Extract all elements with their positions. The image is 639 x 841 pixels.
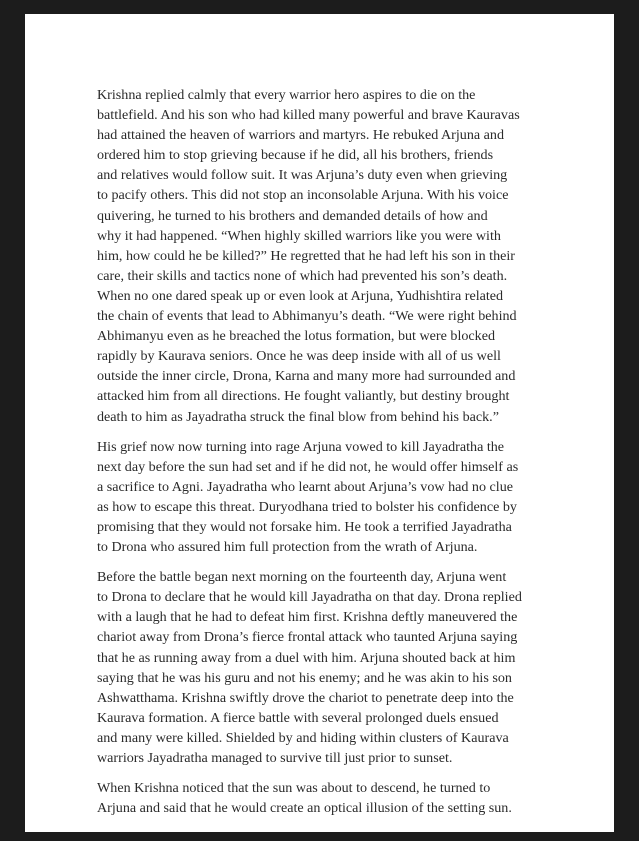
text-line: had attained the heaven of warriors and martyrs. He rebuked Arjuna and	[97, 127, 504, 144]
text-line: to Drona who assured him full protection from the wrath of Arjuna.	[97, 539, 478, 556]
text-line: as how to escape this threat. Duryodhana tried to bolster his confidence by	[97, 498, 517, 515]
text-line: saying that he was his guru and not his enemy; and he was akin to his son	[97, 669, 512, 686]
text-line: quivering, he turned to his brothers and demanded details of how and	[97, 207, 488, 224]
text-line: rapidly by Kaurava seniors. Once he was deep inside with all of us well	[97, 348, 501, 365]
text-line: to pacify others. This did not stop an inconsolable Arjuna. With his voice	[97, 187, 509, 204]
text-line: that he as running away from a duel with him. Arjuna shouted back at him	[97, 649, 516, 666]
text-line: Kaurava formation. A fierce battle with several prolonged duels ensued	[97, 709, 499, 726]
text-line: His grief now now turning into rage Arjuna vowed to kill Jayadratha the	[97, 438, 505, 455]
text-line: When Krishna noticed that the sun was about to descend, he turned to	[97, 780, 491, 797]
text-line: death to him as Jayadratha struck the final blow from behind his back.”	[97, 408, 499, 425]
paragraph-2	[97, 437, 549, 558]
text-line: battlefield. And his son who had killed many powerful and brave Kauravas	[97, 107, 520, 124]
text-line: and many were killed. Shielded by and hiding within clusters of Kaurava	[97, 729, 509, 746]
screen-bottom-bezel	[0, 832, 639, 841]
text-line: Arjuna and said that he would create an optical illusion of the setting sun.	[97, 800, 512, 817]
body-text	[97, 85, 549, 828]
text-line: a sacrifice to Agni. Jayadratha who learnt about Arjuna’s vow had no clue	[97, 478, 514, 495]
text-line: why it had happened. “When highly skilled warriors like you were with	[97, 227, 501, 244]
text-line: warriors Jayadratha managed to survive till just prior to sunset.	[97, 750, 453, 766]
text-line: attacked him from all directions. He fought valiantly, but destiny brought	[97, 388, 510, 405]
text-line: promising that they would not forsake him. He took a terrified Jayadratha	[97, 518, 512, 535]
text-line: the chain of events that lead to Abhimanyu’s death. “We were right behind	[97, 308, 517, 325]
text-line: next day before the sun had set and if he did not, he would offer himself as	[97, 458, 519, 475]
text-line: Before the battle began next morning on the fourteenth day, Arjuna went	[97, 569, 507, 586]
paragraph-1	[97, 85, 549, 427]
text-line: When no one dared speak up or even look at Arjuna, Yudhishtira related	[97, 287, 504, 304]
text-line: Krishna replied calmly that every warrior hero aspires to die on the	[97, 87, 476, 103]
text-line: with a laugh that he had to defeat him first. Krishna deftly maneuvered the	[97, 609, 518, 626]
text-line: chariot away from Drona’s fierce frontal attack who taunted Arjuna saying	[97, 629, 518, 646]
paragraph-3	[97, 567, 549, 768]
text-line: and relatives would follow suit. It was Arjuna’s duty even when grieving	[97, 167, 508, 184]
text-line: care, their skills and tactics none of which had prevented his son’s death.	[97, 267, 508, 284]
text-line: ordered him to stop grieving because if he did, all his brothers, friends	[97, 147, 494, 164]
paragraph-4	[97, 778, 549, 818]
text-line: to Drona to declare that he would kill Jayadratha on that day. Drona replied	[97, 589, 522, 606]
text-line: Abhimanyu even as he breached the lotus formation, but were blocked	[97, 328, 496, 345]
text-line: Ashwatthama. Krishna swiftly drove the chariot to penetrate deep into the	[97, 689, 514, 706]
text-line: him, how could he be killed?” He regretted that he had left his son in their	[97, 247, 515, 264]
book-page	[25, 14, 614, 832]
text-line: outside the inner circle, Drona, Karna and many more had surrounded and	[97, 368, 516, 385]
